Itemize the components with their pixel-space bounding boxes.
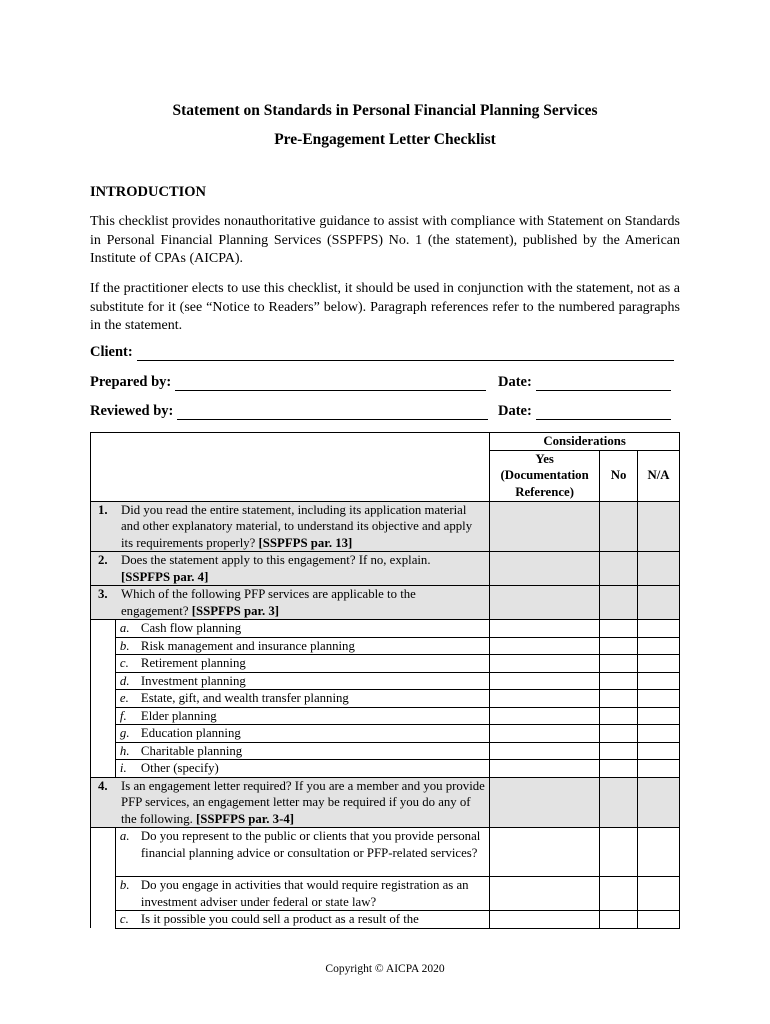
na-cell[interactable] bbox=[638, 877, 680, 911]
question-reference: [SSPFPS par. 3] bbox=[191, 603, 280, 618]
table-row bbox=[91, 552, 680, 586]
sub-item-3b bbox=[115, 637, 489, 655]
yes-cell[interactable] bbox=[490, 620, 600, 638]
na-cell[interactable] bbox=[638, 707, 680, 725]
reviewed-date-line[interactable] bbox=[536, 405, 671, 420]
sub-item-text: Do you engage in activities that would require registration as an investment adviser under federal or state law? bbox=[140, 878, 469, 909]
question-text: Did you read the entire statement, including its application material and other explanatory material, to understand its objective and apply its requirements properly? bbox=[121, 502, 473, 550]
no-cell[interactable] bbox=[600, 672, 638, 690]
no-cell[interactable] bbox=[600, 552, 638, 586]
list-item bbox=[91, 672, 680, 690]
sub-item-letter: i. bbox=[119, 761, 127, 775]
question-reference: [SSPFPS par. 4] bbox=[121, 569, 209, 584]
no-cell[interactable] bbox=[600, 911, 638, 929]
yes-cell[interactable] bbox=[490, 725, 600, 743]
sub-item-3f bbox=[115, 707, 489, 725]
na-cell[interactable] bbox=[638, 501, 680, 552]
no-cell[interactable] bbox=[600, 690, 638, 708]
no-cell[interactable] bbox=[600, 707, 638, 725]
na-cell[interactable] bbox=[638, 655, 680, 673]
list-item bbox=[91, 760, 680, 778]
list-item bbox=[91, 742, 680, 760]
sub-item-letter: b. bbox=[119, 878, 130, 892]
sub-item-letter: a. bbox=[119, 829, 130, 843]
na-cell[interactable] bbox=[638, 620, 680, 638]
yes-cell[interactable] bbox=[490, 777, 600, 828]
sub-item-3g bbox=[115, 725, 489, 743]
list-item bbox=[91, 655, 680, 673]
prepared-date-line[interactable] bbox=[536, 376, 671, 391]
na-cell[interactable] bbox=[638, 637, 680, 655]
sub-item-letter: h. bbox=[119, 743, 130, 758]
na-cell[interactable] bbox=[638, 760, 680, 778]
no-cell[interactable] bbox=[600, 655, 638, 673]
yes-cell[interactable] bbox=[490, 707, 600, 725]
introduction-paragraph-2: If the practitioner elects to use this checklist, it should be used in conjunction with the statement, not as a substitute for it (see “Notice to Readers” below). Paragraph references refer to the numbered paragraphs in the statement. bbox=[90, 281, 680, 333]
sub-item-text: Charitable planning bbox=[140, 743, 243, 758]
list-item bbox=[91, 828, 680, 877]
indent-cell bbox=[91, 911, 116, 929]
copyright-footer: Copyright © AICPA 2020 bbox=[325, 963, 445, 975]
client-line[interactable] bbox=[137, 346, 674, 361]
sub-item-letter: d. bbox=[119, 673, 130, 688]
list-item bbox=[91, 725, 680, 743]
sub-item-letter: g. bbox=[119, 726, 130, 740]
sub-item-letter: e. bbox=[119, 691, 129, 705]
checklist-table bbox=[90, 432, 680, 929]
yes-cell[interactable] bbox=[490, 877, 600, 911]
question-number: 2. bbox=[98, 553, 108, 567]
list-item bbox=[91, 707, 680, 725]
yes-cell[interactable] bbox=[490, 828, 600, 877]
no-cell[interactable] bbox=[600, 586, 638, 620]
na-cell[interactable] bbox=[638, 690, 680, 708]
list-item bbox=[91, 877, 680, 911]
table-row bbox=[91, 586, 680, 620]
sub-item-text: Do you represent to the public or clients that you provide personal financial planning advice or consultation or PFP-related services? bbox=[140, 829, 481, 860]
reviewed-by-line[interactable] bbox=[177, 405, 488, 420]
sub-item-letter: a. bbox=[119, 621, 130, 635]
yes-cell[interactable] bbox=[490, 586, 600, 620]
sub-item-text: Estate, gift, and wealth transfer planning bbox=[140, 691, 349, 705]
document-title: Statement on Standards in Personal Financial Planning Services bbox=[172, 102, 598, 119]
sub-item-3a bbox=[115, 620, 489, 638]
no-cell[interactable] bbox=[600, 877, 638, 911]
reviewed-date-field[interactable] bbox=[498, 403, 671, 420]
sub-item-4b bbox=[115, 877, 489, 911]
question-number: 3. bbox=[98, 587, 108, 601]
sub-item-3e bbox=[115, 690, 489, 708]
question-reference: [SSPFPS par. 13] bbox=[258, 535, 353, 550]
question-header-cell bbox=[91, 433, 490, 502]
introduction-paragraph-1: This checklist provides nonauthoritative guidance to assist with compliance with Statement on Standards in Personal Financial Planning Services (SSPFPS) No. 1 (the statement), published by the American Institute of CPAs (AICPA). bbox=[90, 214, 680, 266]
na-cell[interactable] bbox=[638, 552, 680, 586]
na-cell[interactable] bbox=[638, 586, 680, 620]
indent-cell bbox=[91, 725, 116, 743]
reviewed-by-label: Reviewed by: bbox=[90, 403, 174, 419]
no-cell[interactable] bbox=[600, 777, 638, 828]
question-number: 1. bbox=[98, 502, 108, 517]
na-cell[interactable] bbox=[638, 672, 680, 690]
sub-item-text: Elder planning bbox=[140, 708, 217, 723]
indent-cell bbox=[91, 828, 116, 877]
sub-item-text: Education planning bbox=[140, 726, 241, 740]
na-cell[interactable] bbox=[638, 725, 680, 743]
yes-cell[interactable] bbox=[490, 655, 600, 673]
no-cell[interactable] bbox=[600, 501, 638, 552]
indent-cell bbox=[91, 672, 116, 690]
table-row bbox=[91, 501, 680, 552]
sub-item-4a bbox=[115, 828, 489, 877]
prepared-date-label: Date: bbox=[498, 374, 532, 390]
yes-header: Yes (Documentation Reference) bbox=[490, 450, 600, 501]
indent-cell bbox=[91, 742, 116, 760]
indent-cell bbox=[91, 707, 116, 725]
indent-cell bbox=[91, 637, 116, 655]
sub-item-letter: c. bbox=[119, 656, 129, 670]
indent-cell bbox=[91, 655, 116, 673]
yes-cell[interactable] bbox=[490, 742, 600, 760]
question-3 bbox=[91, 586, 490, 620]
list-item bbox=[91, 690, 680, 708]
yes-cell[interactable] bbox=[490, 760, 600, 778]
question-reference: [SSPFPS par. 3-4] bbox=[196, 811, 295, 826]
no-cell[interactable] bbox=[600, 637, 638, 655]
no-header: No bbox=[600, 450, 638, 501]
sub-item-text: Retirement planning bbox=[140, 656, 246, 670]
sub-item-text: Risk management and insurance planning bbox=[140, 638, 355, 653]
na-header: N/A bbox=[638, 450, 680, 501]
no-cell[interactable] bbox=[600, 725, 638, 743]
sub-item-letter: c. bbox=[119, 912, 129, 926]
prepared-by-field[interactable] bbox=[90, 374, 486, 391]
sub-item-text: Other (specify) bbox=[140, 761, 219, 775]
na-cell[interactable] bbox=[638, 742, 680, 760]
list-item bbox=[91, 911, 680, 929]
considerations-header: Considerations bbox=[490, 433, 680, 451]
reviewed-date-label: Date: bbox=[498, 403, 532, 419]
question-text: Does the statement apply to this engagement? If no, explain. bbox=[121, 553, 431, 567]
indent-cell bbox=[91, 760, 116, 778]
no-cell[interactable] bbox=[600, 620, 638, 638]
indent-cell bbox=[91, 877, 116, 911]
sub-item-letter: f. bbox=[119, 708, 127, 723]
na-cell[interactable] bbox=[638, 911, 680, 929]
no-cell[interactable] bbox=[600, 760, 638, 778]
question-2 bbox=[91, 552, 490, 586]
list-item bbox=[91, 637, 680, 655]
question-4 bbox=[91, 777, 490, 828]
prepared-by-label: Prepared by: bbox=[90, 374, 172, 390]
yes-cell[interactable] bbox=[490, 637, 600, 655]
table-header-row-1 bbox=[91, 433, 680, 451]
no-cell[interactable] bbox=[600, 828, 638, 877]
na-cell[interactable] bbox=[638, 777, 680, 828]
yes-cell[interactable] bbox=[490, 552, 600, 586]
client-field[interactable] bbox=[90, 344, 674, 361]
prepared-by-line[interactable] bbox=[175, 376, 486, 391]
sub-item-3h bbox=[115, 742, 489, 760]
question-1 bbox=[91, 501, 490, 552]
yes-cell[interactable] bbox=[490, 911, 600, 929]
list-item bbox=[91, 620, 680, 638]
indent-cell bbox=[91, 620, 116, 638]
sub-item-3d bbox=[115, 672, 489, 690]
question-text: Is an engagement letter required? If you are a member and you provide PFP services, an engagement letter may be required if you do any of the following. bbox=[121, 778, 485, 826]
table-row bbox=[91, 777, 680, 828]
yes-cell[interactable] bbox=[490, 501, 600, 552]
prepared-date-field[interactable] bbox=[498, 374, 671, 391]
question-number: 4. bbox=[98, 778, 108, 793]
client-label: Client: bbox=[90, 344, 133, 360]
yes-cell[interactable] bbox=[490, 672, 600, 690]
indent-cell bbox=[91, 690, 116, 708]
sub-item-letter: b. bbox=[119, 638, 130, 653]
question-text: Which of the following PFP services are applicable to the engagement? bbox=[121, 587, 416, 618]
sub-item-4c bbox=[115, 911, 489, 929]
introduction-heading: INTRODUCTION bbox=[90, 184, 207, 200]
sub-item-3i bbox=[115, 760, 489, 778]
yes-cell[interactable] bbox=[490, 690, 600, 708]
sub-item-3c bbox=[115, 655, 489, 673]
no-cell[interactable] bbox=[600, 742, 638, 760]
sub-item-text: Is it possible you could sell a product as a result of the bbox=[140, 912, 419, 926]
sub-item-text: Investment planning bbox=[140, 673, 246, 688]
document-subtitle: Pre-Engagement Letter Checklist bbox=[274, 131, 496, 148]
na-cell[interactable] bbox=[638, 828, 680, 877]
reviewed-by-field[interactable] bbox=[90, 403, 488, 420]
sub-item-text: Cash flow planning bbox=[140, 621, 242, 635]
